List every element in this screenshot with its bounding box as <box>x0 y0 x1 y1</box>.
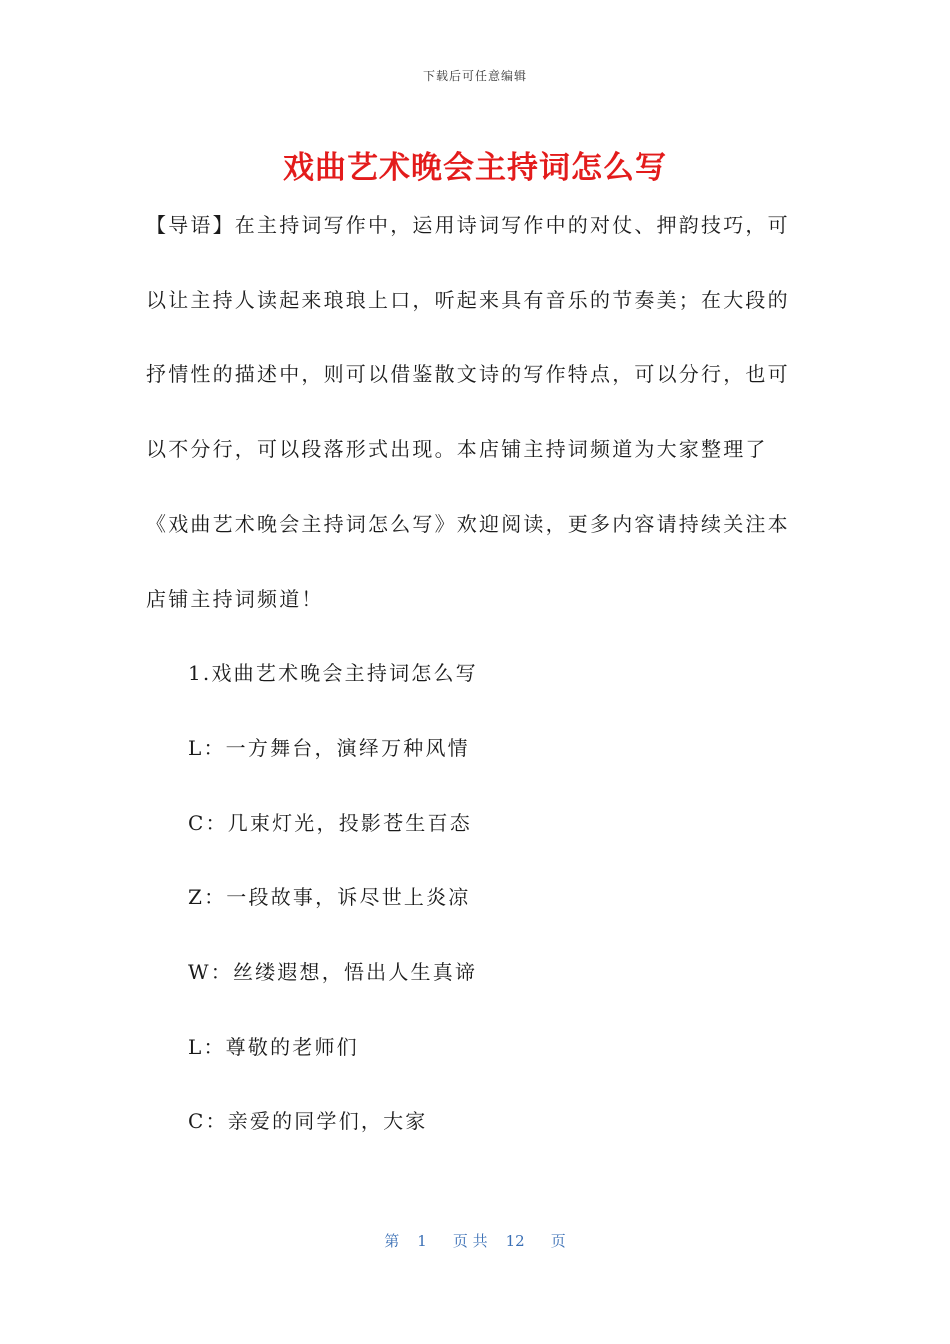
script-line: C：亲爱的同学们，大家 <box>188 1109 428 1133</box>
footer-prefix: 第 <box>384 1232 400 1250</box>
script-line: C：几束灯光，投影苍生百态 <box>188 811 472 835</box>
section-heading: 1.戏曲艺术晚会主持词怎么写 <box>188 661 478 685</box>
script-line: L：尊敬的老师们 <box>188 1035 359 1059</box>
page-footer <box>0 1230 950 1251</box>
header-note: 下载后可任意编辑 <box>422 69 527 83</box>
intro-line: 店铺主持词频道！ <box>146 587 324 611</box>
footer-page-number: 1 <box>417 1232 427 1250</box>
footer-suffix: 页 <box>550 1232 566 1250</box>
intro-line: 《戏曲艺术晚会主持词怎么写》欢迎阅读，更多内容请持续关注本 <box>146 512 790 536</box>
footer-middle: 页 共 <box>452 1232 488 1250</box>
intro-line: 【导语】在主持词写作中，运用诗词写作中的对仗、押韵技巧，可 <box>146 213 790 237</box>
intro-line: 以不分行，可以段落形式出现。本店铺主持词频道为大家整理了 <box>146 437 768 461</box>
footer-total-pages: 12 <box>505 1232 525 1250</box>
intro-line: 抒情性的描述中，则可以借鉴散文诗的写作特点，可以分行，也可 <box>146 362 790 386</box>
script-line: L：一方舞台，演绎万种风情 <box>188 736 470 760</box>
document-title: 戏曲艺术晚会主持词怎么写 <box>283 150 667 186</box>
intro-line: 以让主持人读起来琅琅上口，听起来具有音乐的节奏美；在大段的 <box>146 288 790 312</box>
script-line: W：丝缕遐想，悟出人生真谛 <box>188 960 478 984</box>
script-line: Z：一段故事，诉尽世上炎凉 <box>188 885 471 909</box>
